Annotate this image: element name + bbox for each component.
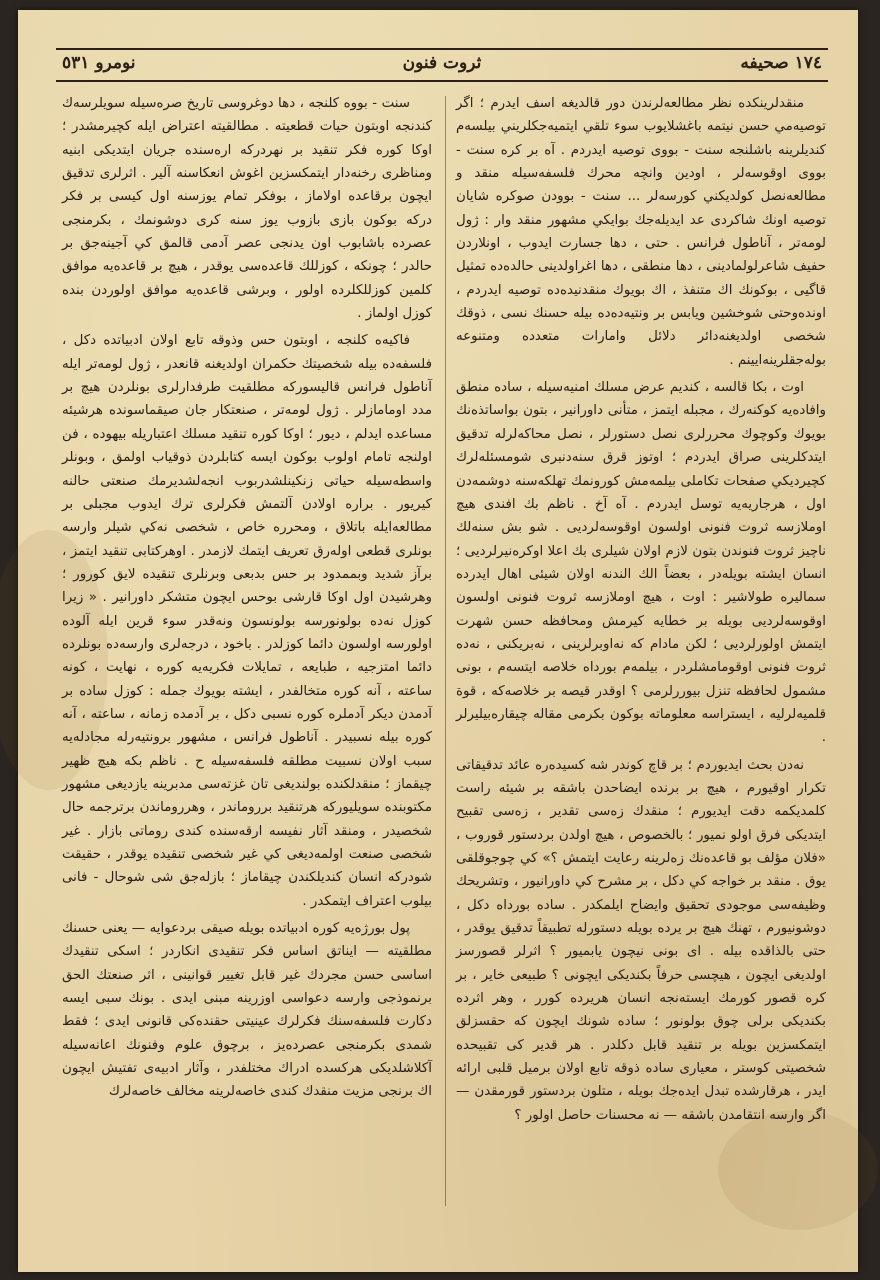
left-text-column [62, 92, 432, 1104]
header-bottom-rule [56, 80, 828, 82]
paragraph: اوت ، بكا قالسه ، كنديم عرض مسلك امنيه‌سيله ، ساده منطق وافاده‌يه كوكنه‌رك ، مجبله ايتمز ، متأنى داورانير ، بتون بواساتذه‌نك بويوك وكوچوك محررلرى نصل دستورلر ، نصل محاكه‌لرله تدقيق ايتدكلرينى صراق ايدردم ؛ اوتوز قرق سنه‌دنبرى شومسئله‌لرك كچيرديكي صفحات تكاملى بيلمه‌مش كورونمك تهلكه‌سنه دوشمه‌دن اول ، هرجاريه‌يه توسل ايدردم . آه آخ . ناظم بك افندى هيچ اوملازسه ثروت فنونى اولسون اوقوسه‌لرديى . شو بش سنه‌لك ناچيز ثروت فنوندن بتون لازم اولان شيلرى بك اعلا اوكره‌نيرلرديى ؛ انسان ايشته بويله‌در ، بعضاً الك الندنه اولان شيئى اهال ايدرده سماليره طولاشير : اوت ، هيچ اوملازسه ثروت فنونى اولسون اوقوسه‌لرديى بويله بر خطايه كيرمش ومحافظه حسن شهرت ايتمش اولورلرديى ؛ لكن مادام كه نه‌اوبرلرينى ، نه‌بريكنى ، نه‌ده ثروت فنونى اوقومامشلردر ، بيلمه‌م بورداه خلاصه ايتسه‌م ، بونى مشمول لحافظه تنزل بيوررلرمى ؟ اوقدر قيصه بر خلاصه‌كه ، قوة قلميه‌لرليه ، ايستراسه معلوماته بوكون بكرمى مقاله چيقاره‌بيليرلر . [456, 380, 826, 746]
page-number: ١٧٤ صحيفه [740, 53, 822, 73]
issue-number: نومرو ٥٣١ [62, 53, 136, 73]
page-header [56, 48, 828, 82]
paragraph: نه‌دن بحث ايديوردم ؛ بر قاچ كوندر شه كسيده‌ره عائد تدقيقاتى تكرار اوقيورم ، هيچ بر برنده ايضاحدن باشقه بر شيئه راست كلمديكمه دقت ايديورم ؛ منقدك زه‌سى تقدير ، زه‌سى تقبيح ايتديكى فرق اولو نميور ؛ بالخصوص ، هيچ اولدن بردستور قوروب ، «فلان مؤلف بو قاعده‌نك زه‌لرينه رعايت ايتمش ؟» كي چوجوقلقى يوق . منقد بر خواجه كي دكل ، بر مشرح كي داورانيور ، وتشريحك وظيفه‌سى موجودى تحقيق وايضاح ايلمكدر . ساده بورداه دكل ، دوشونيورم ، تهنك هيچ بر يرده بويله دستورله تطبيقاً تدقيق يوقدر ، حتى بالذاقده بيله . اى بونى نيچون يابميور ؟ اثرلر قصورسز اولديغى ايچون ، هيچسى حرفاً بكنديكى ايچونى ؟ طبيعى خاير ، بر كره قصور كورمك ايسته‌نجه انسان هريرده كورر ، وهر اثرده بكنديكى برلى چوق بولونور ؛ ساده شونك ايچون كه حقسزلق ايتمكسزين بويله بر تنقيد قابل دكلدر . هر قدير كى تقبيحده شخصيتى كوستر ، معيارى ساده ذوقه تابع اولان برميل قلبى ارائه ايدر ، هرقارشده تبدل ايده‌جك بويله ، متلون بردستور قورمقدن — اگر وارسه انتقامدن باشقه — نه محسنات حاصل اولور ؟ [456, 757, 826, 1123]
paper-stain [718, 1110, 878, 1230]
journal-title: ثروت فنون [402, 53, 482, 73]
paragraph: پول بورژه‌يه كوره ادبياتده بويله صيقى بردعوايه — يعنى حسنك مطلقيته — ايناتق اساس فكر تنقيدى انكاردر ؛ اسكى تنقيدك اساسى حسن مجردك غير قابل تغيير قوانينى ، اثر صنعتك الحق برنموذجى وارسه دعواسى اوزرينه مبنى ايدى . بونك سبى ايسه دكارت فلسفه‌سنك فكرلرك عينيتى حقنده‌كى قانونى ايدى ؛ فقط شمدى بكرمنجى عصرده‌يز ، برچوق علوم وفنونك اعانه‌سيله آكلاشلديكى هركسده ادراك مختلفدر ، وآثار ادبيه‌ى تفتيش ايچون اك برنجى مزيت منقدك كندى خاصه‌لرينه مخالف خاصه‌لرك [62, 921, 432, 1100]
paragraph: منقدلرينكده نظر مطالعه‌لرندن دور قالديغه اسف ايدرم ؛ اگر توصيه‌مي حسن نيتمه باغشلايوب سوء تلقي ايتميه‌جكلريني بيلسه‌م كنديلرينه باشلنجه سنت - بووى توصيه ايدردم . آه بر كره سنت - بووى اوقوسه‌لر ، اودين وانچه محرك فلسفه‌سيله منقد و مطالعه‌نصل كولديكني كورسه‌لر ... سنت - بوودن صوكره شايان توصيه اونك شاكردى عد ايديله‌جك بوايكي مشهور منقد وار : ژول لومه‌تر ، آناطول فرانس . حتى ، دها جسارت ايدوب ، اونلاردن حفيف شاعرلولمادينى ، دها منطقى ، دها اغراولدينى حالده‌ده تمثيل قاگيى ، بوكونك اك متنفذ ، اك بويوك منقدنيده‌ده توصيه ايدردم ، اونده‌وحتى شوخشين ويابس بر ونتيه‌ده‌ده بيله حسنك نسى ، ذوقك شخصى اولديغنه‌دائر دلائل وامارات متعدده ومتنوعه بوله‌جقلرينه‌ايينم . [456, 96, 826, 368]
header-top-rule [56, 48, 828, 50]
paragraph: فاكيه‌ه كلنجه ، اوبتون حس وذوقه تابع اولان ادبياتده دكل ، فلسفه‌ده بيله شخصيتك حكمران اولديغنه قانعدر ، ژول لومه‌تر ايله آناطول فرانس قاليسوركه مطلقيت طرفدارلرى بونلردن هيچ بر مدد اومامازلر . ژول لومه‌تر ، صنعتكار جان صيقماسونده هرشيئه مساعده ايدلم ، ديور ؛ اوكا كوره تنقيد مسلك اعتباريله بيهوده ، فن اولنجه تامام اولوب بوكون ايسه كتابلردن ذوقياب اولمق ، وبونلر واسطه‌سيله حياتى زنكينلشدربوب انجه‌لشديرمك صنعتى حالنه كيريور . براره اولادن آلتمش فكرلرى ترك ايدوب مجبلى بر مطالعه‌ايله باتلاق ، ومحرره خاص ، شخصى نه‌كي شيلر وارسه بونلرى قطعى اوله‌رق تعريف ايتمك لازمدر . اوهركتابى تنقيد ايتمز ، برآز شديد وبممدود بر حس بدبعى وبرنلرى تنقيده لايق كورور ؛ وهرشيدن اول اوكا قارشى بوحس ايچون متشكر داورانير . « زيرا كوزل نه‌ده بولونورسه بولونسون ونه‌قدر سوء قرين ايله آلوده اولورسه اولسون دائما كوزلدر . باخود ، درجه‌لرى وارسه‌ده بونلرده دائما امتزجيه ، طبايعه ، تمايلات فكريه‌يه كوره ، نهايت ، كونه ساعته ، آنه كوره متخالفدر ، ايشته بويوك جمله : كوزل ساده بر آدمدن ديكر آدملره كوره نسبى دكل ، بر آدمده زمانه ، ساعته ، آنه كوره بيله نسبيدر . آناطول فرانس ، مشهور برونتيه‌رله مجادله‌يه سبب اولان نسبيت مطلقه فلسفه‌سيله ح . ناظم بكه هيچ ظهير چيقماز ؛ منقدلكنده بولنديغى تان غزته‌سى مدبرينه يازديغى مشهور مكتوبنده سويليوركه هرتنقيد برروماندر ، وهرروماندن برترجمه حال شخصيدر ، ومنقد آثار نفيسه ارقه‌سنده كندى روماتى بازار . غير شخصى صنعت اولمه‌ديغى كي غير شخصى تنقيده يوقدر ، حقيقت شودركه انسان كنديلكندن چيقاماز ؛ بازله‌جق شى شوحال - فانى بيلوب اعتراف ايتمكدر . [62, 333, 432, 909]
paragraph: سنت - بووه كلنجه ، دها دوغروسى تاريخ صره‌سيله سويلرسه‌ك كندنجه اوبتون حيات قطعيته . مطالقيته اعتراض ايله كچيرمشدر ؛ اوكا كوره فكر تنقيد بر نهردركه اره‌سنده جريان ايتديكى ابنيه ومناظرى رخنه‌دار ايتمكسزين اغوش انعكاسنه آلير . اثرلرى تدقيق ايچون برقاعده اولاماز ، بوفكر تمام يوزسنه اول كيسى بر فكر دركه بوكون بازى بازوب يوز سنه كرى دوشونمك ، بكرمنجى عصرده باشابوب اون يدنجى عصر آدمى قالمق كي آجينه‌جق بر حالدر ؛ چونكه ، كوزللك قاعده‌سى يوقدر ، هيچ بر قاعده‌يه موافق كلمين كوزللكلرده اولور ، وبرشى قاعده‌يه موافق اولوردن بنده كوزل اولماز . [62, 96, 432, 322]
column-divider [445, 96, 446, 1206]
right-text-column [456, 92, 826, 1127]
journal-page [18, 10, 858, 1272]
